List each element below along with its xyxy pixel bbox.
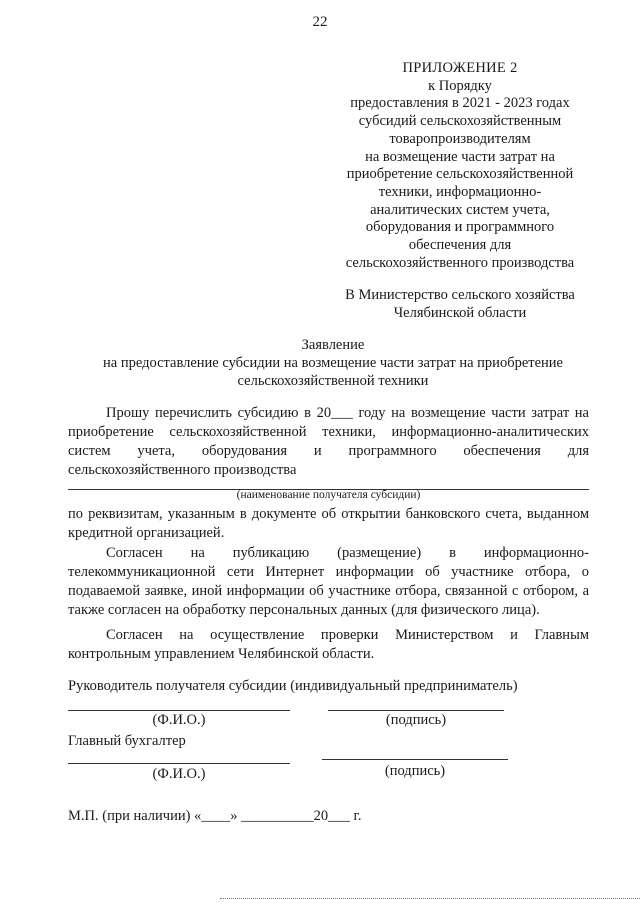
- recipient-caption: (наименование получателя субсидии): [236, 489, 421, 501]
- addressee-line: В Министерство сельского хозяйства: [345, 287, 575, 303]
- head-fio-caption: (Ф.И.О.): [152, 712, 206, 728]
- head-signature-label: Руководитель получателя субсидии (индивидуальный предприниматель): [68, 678, 518, 694]
- addressee-block: [322, 286, 598, 322]
- consent-inspection-paragraph: Согласен на осуществление проверки Министерством и Главным контрольным управлением Челябинской области.: [68, 627, 589, 662]
- page-bottom-rule: [220, 898, 640, 899]
- consent-publication-paragraph: Согласен на публикацию (размещение) в информационно-телекоммуникационной сети Интернет информации об участнике отбора, о подаваемой заявке, иной информации об участнике отбора, связанной с отбором, а также согласен на обработку персональных данных (для физического лица).: [68, 545, 589, 618]
- appendix-line: товаропроизводителям: [389, 130, 531, 147]
- appendix-line: предоставления в 2021 - 2023 годах: [350, 95, 570, 112]
- head-sign-line: [328, 710, 504, 711]
- accountant-fio-line: [68, 763, 290, 764]
- addressee-line: Челябинской области: [393, 305, 527, 321]
- stamp-date-line: М.П. (при наличии) «____» __________20___ г.: [68, 808, 362, 824]
- appendix-line: сельскохозяйственного производства: [345, 254, 575, 271]
- bank-details-paragraph: по реквизитам, указанным в документе об открытии банковского счета, выданном кредитной организацией.: [68, 506, 589, 541]
- appendix-line: аналитических систем учета,: [370, 201, 550, 218]
- title-word: Заявление: [301, 337, 365, 353]
- title-subject: на предоставление субсидии на возмещение части затрат на приобретение: [103, 355, 563, 371]
- document-title: [68, 336, 598, 390]
- head-sign-caption: (подпись): [385, 712, 447, 728]
- appendix-line: обеспечения для: [408, 237, 512, 254]
- page-number: 22: [312, 14, 328, 30]
- title-subject-cont: сельскохозяйственной техники: [237, 373, 429, 389]
- head-fio-line: [68, 710, 290, 711]
- appendix-heading: ПРИЛОЖЕНИЕ 2: [402, 60, 518, 76]
- accountant-fio-caption: (Ф.И.О.): [152, 766, 206, 782]
- appendix-line: оборудования и программного: [365, 219, 555, 236]
- appendix-block: [322, 60, 598, 272]
- appendix-line: приобретение сельскохозяйственной: [346, 166, 574, 183]
- appendix-line: техники, информационно-: [378, 183, 542, 200]
- request-paragraph: Прошу перечислить субсидию в 20___ году на возмещение части затрат на приобретение сельскохозяйственной техники, информационно-аналитических систем учета, оборудования и программного обеспечения для сельскохозяйственного производства: [68, 405, 589, 478]
- appendix-line: субсидий сельскохозяйственным: [358, 113, 562, 130]
- appendix-line: на возмещение части затрат на: [365, 148, 555, 165]
- accountant-sign-line: [322, 759, 508, 760]
- appendix-line: к Порядку: [428, 77, 492, 94]
- accountant-label: Главный бухгалтер: [68, 733, 186, 749]
- accountant-sign-caption: (подпись): [384, 763, 446, 779]
